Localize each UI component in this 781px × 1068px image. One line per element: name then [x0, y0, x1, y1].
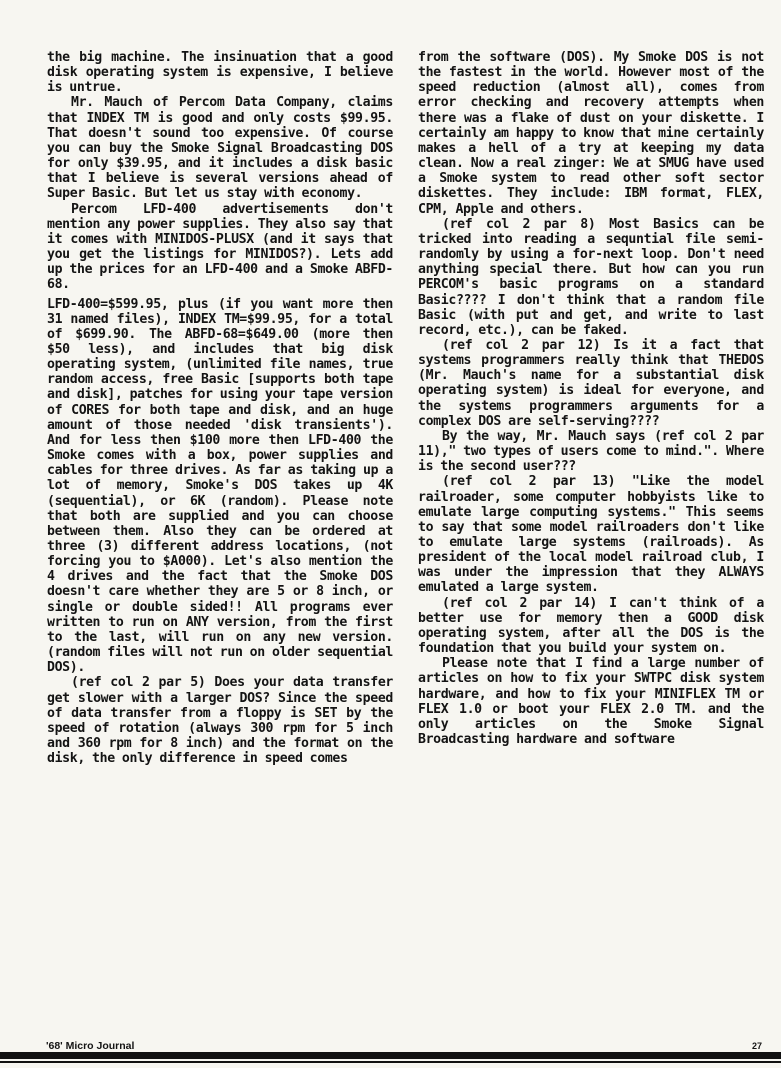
- footer-rule: [0, 1052, 781, 1059]
- paragraph: LFD-400=$599.95, plus (if you want more then 31 named files), INDEX TM=$99.95, for a total of $699.90. The ABFD-68=$649.00 (more then $50 less), and includes that big disk operating system, (unlimited file names, true random access, free Basic [supports both tape and disk], patches for using your tape version of CORES for both tape and disk, and an huge amount of those needed 'disk transients'). And for less then $100 more then LFD-400 the Smoke comes with a box, power supplies and cables for three drives. As far as taking up a lot of memory, Smoke's DOS takes up 4K (sequential), or 6K (random). Please note that both are supplied and you can choose between them. Also they can be ordered at three (3) different address locations, (not forcing you to $A000). Let's also mention the 4 drives and the fact that the Smoke DOS doesn't care whether they are 5 or 8 inch, or single or double sided!! All programs ever written to run on ANY version, from the first to the last, will run on any new version. (random files will not run on older sequential DOS).: [47, 296, 393, 676]
- footer-rule-thin: [0, 1061, 781, 1063]
- page-number: 27: [751, 1041, 762, 1051]
- paragraph: (ref col 2 par 12) Is it a fact that systems programmers really think that THEDOS (Mr. Mauch's name for a substantial disk operating system) is ideal for everyone, and the systems programmers arguments for a complex DOS are self-serving????: [418, 337, 764, 429]
- paragraph: (ref col 2 par 14) I can't think of a better use for memory then a GOOD disk operating system, after all the DOS is the foundation that you build your system on.: [418, 595, 764, 657]
- paragraph: Percom LFD-400 advertisements don't mention any power supplies. They also say that it comes with MINIDOS-PLUSX (and it says that you get the listings for MINIDOS?). Lets add up the prices for an LFD-400 and a Smoke ABFD-68.: [47, 201, 393, 293]
- paragraph: (ref col 2 par 8) Most Basics can be tricked into reading a sequntial file semi-randomly by using a for-next loop. Don't need anything special there. But how can you run PERCOM's basic programs on a standard Basic???? I don't think that a random file Basic (with put and get, and write to last record, etc.), can be faked.: [418, 216, 764, 338]
- paragraph: the big machine. The insinuation that a good disk operating system is expensive, I believe is untrue.: [47, 50, 393, 96]
- paragraph: Please note that I find a large number of articles on how to fix your SWTPC disk system hardware, and how to fix your MINIFLEX TM or FLEX 1.0 or boot your FLEX 2.0 TM. and the only articles on the Smoke Signal Broadcasting hardware and software: [418, 656, 764, 748]
- publication-title: '68' Micro Journal: [46, 1040, 138, 1052]
- right-text-column: [418, 50, 764, 747]
- paragraph: (ref col 2 par 13) "Like the model railroader, some computer hobbyists like to emulate large computing systems." This seems to say that some model railroaders don't like to emulate large systems (railroads). As president of the local model railroad club, I was under the impression that they ALWAYS emulated a large system.: [418, 474, 764, 596]
- left-text-column: [47, 50, 393, 766]
- paragraph: from the software (DOS). My Smoke DOS is not the fastest in the world. However most of the speed reduction (almost all), comes from error checking and recovery attempts when there was a flake of dust on your diskette. I certainly am happy to know that mine certainly makes a hell of a try at keeping my data clean. Now a real zinger: We at SMUG have used a Smoke system to read other soft sector diskettes. They include: IBM format, FLEX, CPM, Apple and others.: [418, 50, 764, 217]
- paragraph: By the way, Mr. Mauch says (ref col 2 par 11)," two types of users come to mind.". Where is the second user???: [418, 428, 764, 475]
- paragraph: (ref col 2 par 5) Does your data transfer get slower with a larger DOS? Since the speed of data transfer from a floppy is SET by the speed of rotation (always 300 rpm for 5 inch and 360 rpm for 8 inch) and the format on the disk, the only difference in speed comes: [47, 675, 393, 767]
- page-footer: [0, 1040, 781, 1068]
- paragraph: Mr. Mauch of Percom Data Company, claims that INDEX TM is good and only costs $99.95. That doesn't sound too expensive. Of course you can buy the Smoke Signal Broadcasting DOS for only $39.95, and it includes a disk basic that I believe is several versions ahead of Super Basic. But let us stay with economy.: [47, 95, 393, 202]
